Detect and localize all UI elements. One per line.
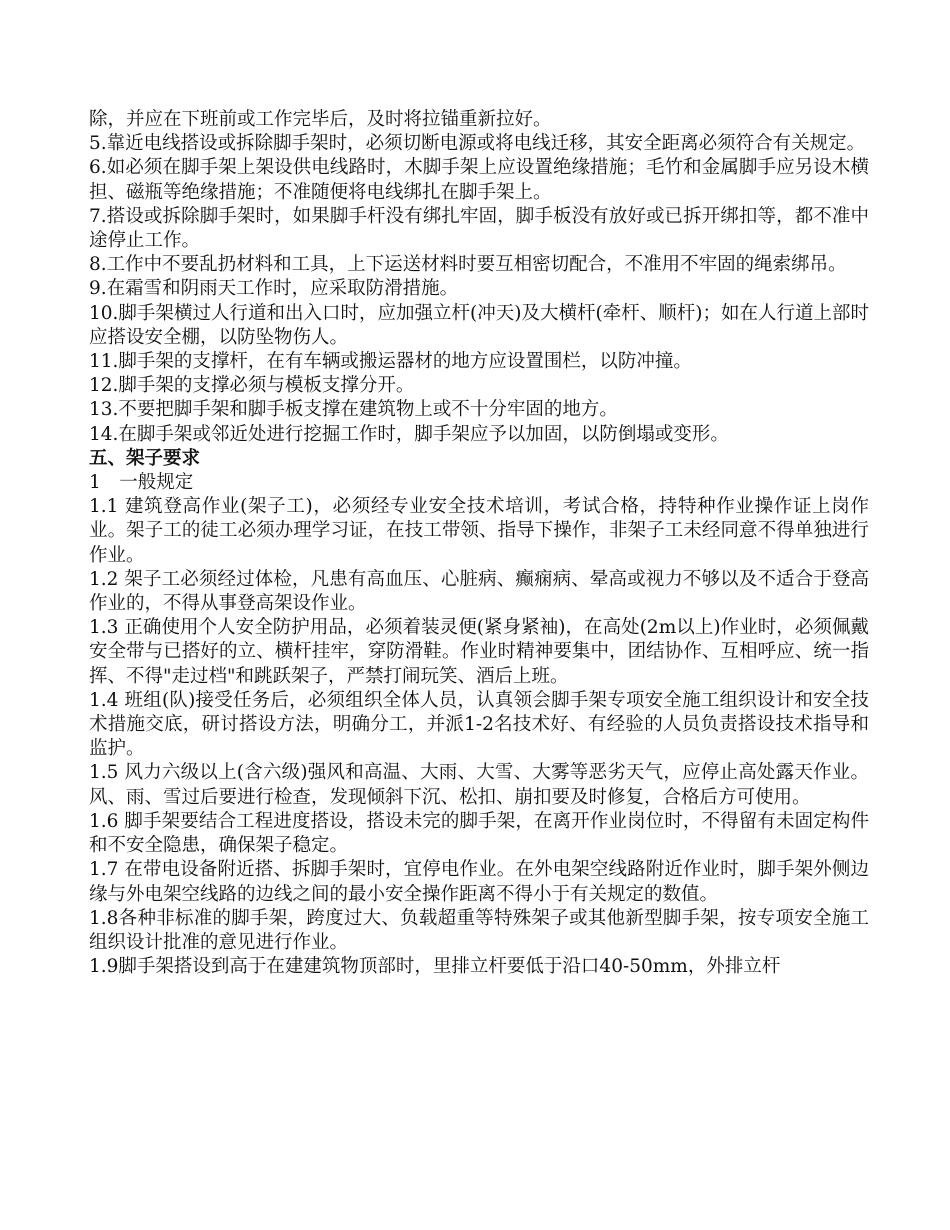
paragraph-4-continued: 除，并应在下班前或工作完毕后，及时将拉锚重新拉好。 (89, 109, 552, 130)
clause-1-4: 1.4 班组(队)接受任务后，必须组织全体人员，认真领会脚手架专项安全施工组织设计和安全技术措施交底，研讨搭设方法，明确分工，并派1-2名技术好、有经验的人员负责搭设技术指导和监护。 (89, 689, 869, 760)
rule-item-10: 10.脚手架横过人行道和出入口时，应加强立杆(冲天)及大横杆(牵杆、顺杆)；如在人行道上部时应搭设安全棚，以防坠物伤人。 (89, 302, 869, 348)
clause-1-7: 1.7 在带电设备附近搭、拆脚手架时，宜停电作业。在外电架空线路附近作业时，脚手架外侧边缘与外电架空线路的边线之间的最小安全操作距离不得小于有关规定的数值。 (89, 859, 869, 905)
rule-item-8: 8.工作中不要乱扔材料和工具，上下运送材料时要互相密切配合，不准用不牢固的绳索绑吊。 (89, 254, 847, 276)
clause-1-1: 1.1 建筑登高作业(架子工)，必须经专业安全技术培训，考试合格，持特种作业操作证上岗作业。架子工的徒工必须办理学习证，在技工带领、指导下操作，非架子工未经同意不得单独进行作业。 (89, 496, 869, 566)
document-page (89, 108, 869, 979)
rule-item-13: 13.不要把脚手架和脚手板支撑在建筑物上或不十分牢固的地方。 (89, 399, 618, 421)
section-heading-5: 五、架子要求 (89, 447, 201, 469)
clause-1-6: 1.6 脚手架要结合工程进度搭设，搭设未完的脚手架，在离开作业岗位时，不得留有未固定构件和不安全隐患，确保架子稳定。 (89, 810, 869, 857)
clause-1-8: 1.8各种非标准的脚手架，跨度过大、负载超重等特殊架子或其他新型脚手架，按专项安全施工组织设计批准的意见进行作业。 (89, 907, 869, 953)
rule-item-12: 12.脚手架的支撑必须与模板支撑分开。 (89, 375, 415, 397)
clause-1-9: 1.9脚手架搭设到高于在建建筑物顶部时，里排立杆要低于沿口40-50mm，外排立杆 (89, 956, 781, 978)
clause-1-3: 1.3 正确使用个人安全防护用品，必须着装灵便(紧身紧袖)，在高处(2m以上)作业时，必须佩戴安全带与已搭好的立、横杆挂牢，穿防滑鞋。作业时精神要集中，团结协作、互相呼应、统一指挥、不得"走过档"和跳跃架子，严禁打闹玩笑、酒后上班。 (89, 617, 869, 687)
rule-item-11: 11.脚手架的支撑杆，在有车辆或搬运器材的地方应设置围栏，以防冲撞。 (89, 351, 692, 373)
clause-1-2: 1.2 架子工必须经过体检，凡患有高血压、心脏病、癫痫病、晕高或视力不够以及不适合于登高作业的，不得从事登高架设作业。 (89, 568, 869, 615)
rule-item-9: 9.在霜雪和阴雨天工作时，应采取防滑措施。 (89, 278, 459, 300)
rule-item-6: 6.如必须在脚手架上架设供电线路时，木脚手架上应设置绝缘措施；毛竹和金属脚手应另设木横担、磁瓶等绝缘措施；不准随便将电线绑扎在脚手架上。 (89, 157, 869, 203)
rule-item-5: 5.靠近电线搭设或拆除脚手架时，必须切断电源或将电线迁移，其安全距离必须符合有关规定。 (89, 133, 866, 155)
rule-item-7: 7.搭设或拆除脚手架时，如果脚手杆没有绑扎牢固，脚手板没有放好或已拆开绑扣等，都不准中途停止工作。 (89, 205, 869, 252)
clause-1-5: 1.5 风力六级以上(含六级)强风和高温、大雨、大雪、大雾等恶劣天气，应停止高处露天作业。风、雨、雪过后要进行检查，发现倾斜下沉、松扣、崩扣要及时修复，合格后方可使用。 (89, 762, 869, 808)
subsection-title-1: 1 一般规定 (89, 472, 194, 494)
rule-item-14: 14.在脚手架或邻近处进行挖掘工作时，脚手架应予以加固，以防倒塌或变形。 (89, 423, 729, 445)
